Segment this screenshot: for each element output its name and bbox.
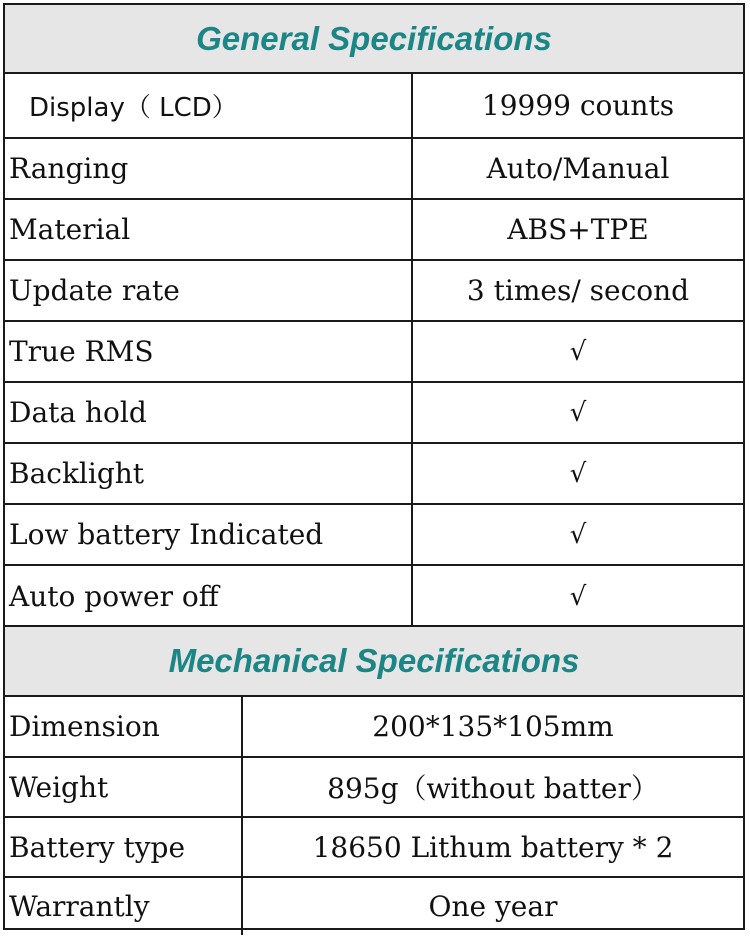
- spec-label: Low battery Indicated: [5, 505, 413, 564]
- spec-label: Backlight: [5, 444, 413, 503]
- spec-label: Material: [5, 200, 413, 259]
- table-row: [5, 878, 743, 935]
- table-row: [5, 383, 743, 444]
- spec-label: Warrantly: [5, 878, 243, 935]
- table-row: [5, 139, 743, 200]
- spec-label: Display（ LCD）: [5, 74, 413, 137]
- table-row: [5, 74, 743, 139]
- table-row: [5, 505, 743, 566]
- check-mark-icon: √: [569, 519, 587, 550]
- spec-value: 3 times/ second: [466, 274, 690, 307]
- check-mark-icon: √: [569, 397, 587, 428]
- spec-label: Dimension: [5, 697, 243, 756]
- spec-label: True RMS: [5, 322, 413, 381]
- check-mark-icon: √: [569, 336, 587, 367]
- spec-value: ABS+TPE: [507, 213, 649, 246]
- mechanical-specs-heading: Mechanical Specifications: [5, 625, 743, 697]
- table-row: [5, 200, 743, 261]
- spec-label: Auto power off: [5, 566, 413, 627]
- spec-value: Auto/Manual: [486, 152, 670, 185]
- table-row: [5, 566, 743, 627]
- spec-label: Data hold: [5, 383, 413, 442]
- spec-label: Battery type: [5, 818, 243, 876]
- check-mark-icon: √: [569, 581, 587, 612]
- table-row: [5, 261, 743, 322]
- check-mark-icon: √: [569, 458, 587, 489]
- spec-value: One year: [428, 890, 558, 923]
- table-row: [5, 444, 743, 505]
- table-row: [5, 758, 743, 818]
- spec-value: 895g（without batter）: [327, 772, 659, 805]
- spec-label: Ranging: [5, 139, 413, 198]
- general-specs-heading: General Specifications: [5, 5, 743, 74]
- table-row: [5, 322, 743, 383]
- spec-value: 19999 counts: [481, 89, 675, 122]
- mechanical-specs-table: [5, 697, 743, 935]
- table-row: [5, 697, 743, 758]
- general-specs-table: [5, 74, 743, 627]
- table-row: [5, 818, 743, 878]
- spec-sheet: [3, 3, 745, 930]
- spec-label: Update rate: [5, 261, 413, 320]
- spec-label: Weight: [5, 758, 243, 816]
- spec-value: 200*135*105mm: [372, 710, 614, 743]
- spec-value: 18650 Lithum battery * 2: [312, 830, 674, 864]
